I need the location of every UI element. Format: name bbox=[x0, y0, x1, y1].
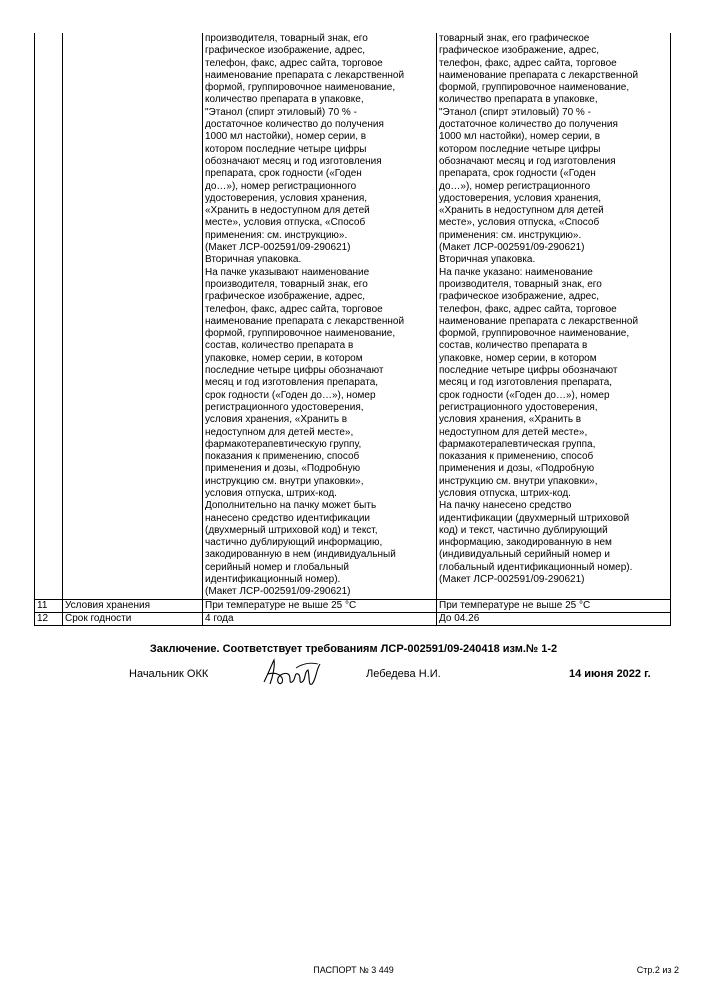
cell-requirement: При температуре не выше 25 °C bbox=[203, 599, 437, 612]
cell-name: Условия хранения bbox=[63, 599, 203, 612]
cell-requirement: производителя, товарный знак, его графическое изображение, адрес, телефон, факс, адрес сайта, торговое наименование препарата с лекарственной формой, группировочное наименование, количество препарата в упаковке, "Этанол (спирт этиловый) 70 % - достаточное количество до получения 1000 мл настойки), номер серии, в котором последние четыре цифры обозначают месяц и год изготовления препарата, срок годности («Годен до…»), номер регистрационного удостоверения, условия хранения, «Хранить в недоступном для детей месте», условия отпуска, «Способ применения: см. инструкцию». (Макет ЛСР-002591/09-290621) Вторичная упаковка. На пачке указывают наименование производителя, товарный знак, его графическое изображение, адрес, телефон, факс, адрес сайта, торговое наименование препарата с лекарственной формой, группировочное наименование, состав, количество препарата в упаковке, номер серии, в котором последние четыре цифры обозначают месяц и год изготовления препарата, срок годности («Годен до…»), номер регистрационного удостоверения, условия хранения, «Хранить в недоступном для детей месте», фармакотерапевтическую группу, показания к применению, способ применения и дозы, «Подробную инструкцию см. внутри упаковки», условия отпуска, штрих-код. Дополнительно на пачку может быть нанесено средство идентификации (двухмерный штриховой код) и текст, частично дублирующий информацию, закодированную в нем (индивидуальный серийный номер и глобальный идентификационный номер). (Макет ЛСР-002591/09-290621) bbox=[203, 33, 437, 599]
cell-result: При температуре не выше 25 °C bbox=[437, 599, 671, 612]
cell-result: До 04.26 bbox=[437, 612, 671, 625]
passport-number: ПАСПОРТ № 3 449 bbox=[313, 965, 394, 975]
cell-name bbox=[63, 33, 203, 599]
signer-title: Начальник ОКК bbox=[129, 668, 209, 680]
table-row bbox=[35, 612, 671, 625]
page-number: Стр.2 из 2 bbox=[636, 965, 679, 975]
cell-num bbox=[35, 33, 63, 599]
cell-num: 11 bbox=[35, 599, 63, 612]
signature-date: 14 июня 2022 г. bbox=[569, 668, 651, 680]
table-row-continued bbox=[35, 33, 671, 599]
quality-table bbox=[34, 33, 671, 626]
signer-name: Лебедева Н.И. bbox=[366, 668, 441, 680]
cell-name: Срок годности bbox=[63, 612, 203, 625]
cell-requirement: 4 года bbox=[203, 612, 437, 625]
conclusion-text: Заключение. Соответствует требованиям ЛСР-002591/09-240418 изм.№ 1-2 bbox=[149, 643, 558, 655]
cell-result: товарный знак, его графическое графическое изображение, адрес, телефон, факс, адрес сайта, торговое наименование препарата с лекарственной формой, группировочное наименование, количество препарата в упаковке, "Этанол (спирт этиловый) 70 % - достаточное количество до получения 1000 мл настойки), номер серии, в котором последние четыре цифры обозначают месяц и год изготовления препарата, срок годности («Годен до…»), номер регистрационного удостоверения, условия хранения, «Хранить в недоступном для детей месте», условия отпуска, «Способ применения: см. инструкцию». (Макет ЛСР-002591/09-290621) Вторичная упаковка. На пачке указано: наименование производителя, товарный знак, его графическое изображение, адрес, телефон, факс, адрес сайта, торговое наименование препарата с лекарственной формой, группировочное наименование, состав, количество препарата в упаковке, номер серии, в котором последние четыре цифры обозначают месяц и год изготовления препарата, срок годности («Годен до…»), номер регистрационного удостоверения, условия хранения, «Хранить в недоступном для детей месте», фармакотерапевтическая группа, показания к применению, способ применения и дозы, «Подробную инструкцию см. внутри упаковки», условия отпуска, штрих-код. На пачку нанесено средство идентификации (двухмерный штриховой код) и текст, частично дублирующий информацию, закодированную в нем (индивидуальный серийный номер и глобальный идентификационный номер). (Макет ЛСР-002591/09-290621) bbox=[437, 33, 671, 599]
handwritten-signature bbox=[258, 652, 326, 694]
cell-num: 12 bbox=[35, 612, 63, 625]
table-row bbox=[35, 599, 671, 612]
